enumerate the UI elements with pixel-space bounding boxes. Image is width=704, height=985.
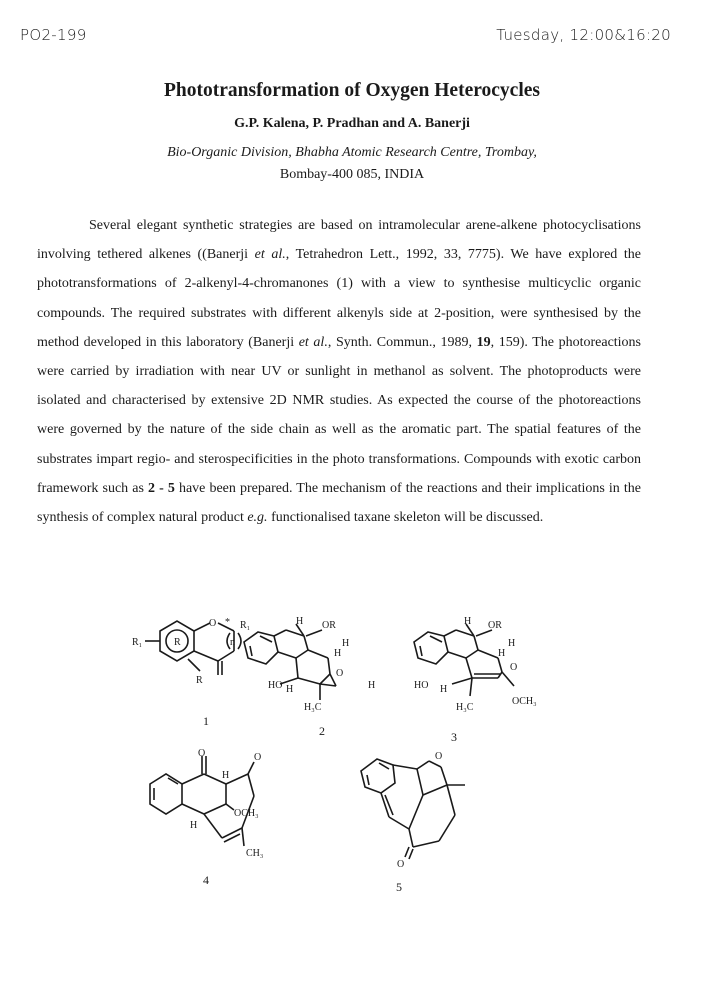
c3-h-r2-label: H (498, 648, 506, 659)
c2-h-top-label: H (296, 616, 304, 627)
c1-o-label: O (209, 618, 217, 629)
c4-o-top-label: O (198, 748, 206, 759)
c3-h-r1-label: H (508, 638, 516, 649)
compound-number-1: 1 (203, 714, 209, 728)
c2-h3c-label: H₃C (304, 702, 322, 713)
c2-h-left-label: H (286, 684, 294, 695)
c3-h-top-label: H (464, 616, 472, 627)
c5-o-ring-label: O (435, 751, 443, 762)
c1-star-label: * (225, 617, 230, 628)
paper-title: Phototransformation of Oxygen Heterocycles (163, 80, 540, 101)
c2-o-label: O (336, 668, 344, 679)
c3-h-left-label: H (440, 684, 448, 695)
c1-n-label: n (230, 637, 235, 648)
compound-number-4: 4 (203, 873, 209, 887)
c4-h-top-label: H (222, 770, 230, 781)
c2-h-right-label: H (368, 680, 376, 691)
structure-4 (136, 748, 286, 868)
c1-r-bottom-label: R (196, 675, 203, 686)
compound-number-5: 5 (396, 880, 402, 894)
c4-ch3-label: CH₃ (246, 848, 264, 859)
poster-code: PO2-199 (20, 26, 87, 44)
c4-h-left-label: H (190, 820, 198, 831)
affiliation-line-2: Bombay-400 085, INDIA (279, 167, 425, 182)
abstract-paragraph: Several elegant synthetic strategies are based on intramolecular arene-alkene photocyclisations involving tethered alkenes ((Banerji et al., Tetrahedron Lett., 1992, 33, 7775). We have explored the phototransformations of 2-alkenyl-4-chromanones (1) with a view to synthesise multicyclic organic compounds. The required substrates with different alkenyls side at 2-position, were synthesised by the method developed in this laboratory (Banerji et al., Synth. Commun., 1989, 19, 159). The photoreactions were carried by irradiation with near UV or sunlight in methanol as solvent. The photoproducts were isolated and characterised by extensive 2D NMR studies. As expected the course of the photoreactions were governed by the nature of the side chain as well as the aromatic part. The spatial features of the substrates impart regio- and sterospecificities in the photo transformations. Compounds with exotic carbon framework such as 2 - 5 have been prepared. The mechanism of the reactions and their implications in the synthesis of complex natural product e.g. functionalised taxane skeleton will be discussed. (37, 218, 642, 526)
c5-o-bottom-label: O (397, 859, 405, 870)
c3-h3c-label: H₃C (456, 702, 474, 713)
session-time: Tuesday, 12:00&16:20 (496, 26, 671, 44)
c2-ho-label: HO (268, 680, 283, 691)
compound-number-3: 3 (451, 730, 457, 744)
structure-3 (408, 612, 558, 712)
c2-h-r1-label: H (342, 638, 350, 649)
c3-o-label: O (510, 662, 518, 673)
structure-2 (238, 612, 398, 712)
c2-h-r2-label: H (334, 648, 342, 659)
c4-o-right-label: O (254, 752, 262, 763)
c3-or-label: OR (488, 620, 502, 631)
c1-r1b-label: R₁ (240, 620, 251, 631)
c3-ho-label: HO (414, 680, 429, 691)
affiliation-line-1: Bio-Organic Division, Bhabha Atomic Research Centre, Trombay, (167, 145, 537, 160)
c2-or-label: OR (322, 620, 336, 631)
c1-r1-label: R₁ (132, 637, 143, 648)
compound-number-2: 2 (319, 724, 325, 738)
structure-5 (355, 745, 495, 875)
c1-r-label: R (174, 637, 181, 648)
c3-och3-label: OCH₃ (512, 696, 537, 707)
c4-och3-label: OCH₃ (234, 808, 259, 819)
paper-authors: G.P. Kalena, P. Pradhan and A. Banerji (234, 116, 470, 131)
